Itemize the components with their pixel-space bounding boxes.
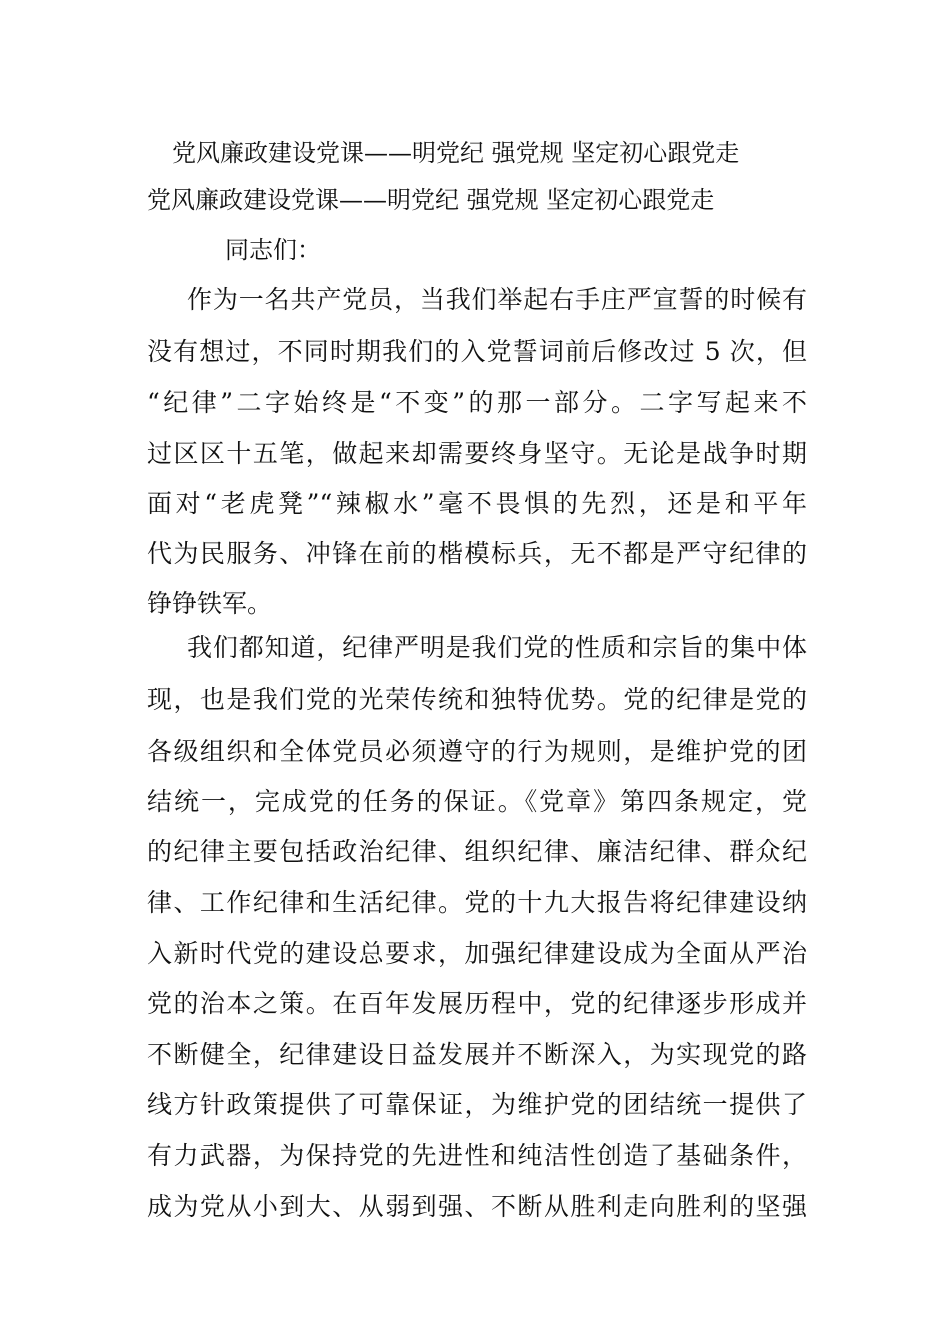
paragraph-line: 线方针政策提供了可靠保证，为维护党的团结统一提供了 <box>147 1090 807 1119</box>
paragraph-line: 我们都知道，纪律严明是我们党的性质和宗旨的集中体 <box>187 633 807 662</box>
salutation: 同志们： <box>225 236 321 264</box>
document-title-line-1: 党风廉政建设党课——明党纪 强党规 坚定初心跟党走 <box>172 139 740 167</box>
paragraph-line: 过区区十五笔，做起来却需要终身坚守。无论是战争时期 <box>147 439 807 468</box>
paragraph-line: 各级组织和全体党员必须遵守的行为规则，是维护党的团 <box>147 737 807 766</box>
paragraph-line: 的纪律主要包括政治纪律、组织纪律、廉洁纪律、群众纪 <box>147 837 807 866</box>
paragraph-line: 结统一，完成党的任务的保证。《党章》第四条规定，党 <box>147 787 807 816</box>
paragraph-line: 不断健全，纪律建设日益发展并不断深入，为实现党的路 <box>147 1040 807 1069</box>
paragraph-line: 没有想过，不同时期我们的入党誓词前后修改过 5 次，但 <box>147 337 807 366</box>
paragraph-line: 面对“老虎凳”“辣椒水”毫不畏惧的先烈，还是和平年 <box>147 489 807 518</box>
paragraph-line: “纪律”二字始终是“不变”的那一部分。二字写起来不 <box>147 388 807 417</box>
paragraph-line: 律、工作纪律和生活纪律。党的十九大报告将纪律建设纳 <box>147 888 807 917</box>
paragraph-line: 现，也是我们党的光荣传统和独特优势。党的纪律是党的 <box>147 685 807 714</box>
paragraph-line: 有力武器，为保持党的先进性和纯洁性创造了基础条件， <box>147 1141 807 1170</box>
paragraph-line: 党的治本之策。在百年发展历程中，党的纪律逐步形成并 <box>147 989 807 1018</box>
paragraph-line: 代为民服务、冲锋在前的楷模标兵，无不都是严守纪律的 <box>147 539 807 568</box>
paragraph-line: 铮铮铁军。 <box>147 589 273 618</box>
paragraph-line: 成为党从小到大、从弱到强、不断从胜利走向胜利的坚强 <box>147 1192 807 1221</box>
paragraph-line: 作为一名共产党员，当我们举起右手庄严宣誓的时候有 <box>187 285 807 314</box>
paragraph-line: 入新时代党的建设总要求，加强纪律建设成为全面从严治 <box>147 939 807 968</box>
document-title-line-2: 党风廉政建设党课——明党纪 强党规 坚定初心跟党走 <box>147 186 715 214</box>
